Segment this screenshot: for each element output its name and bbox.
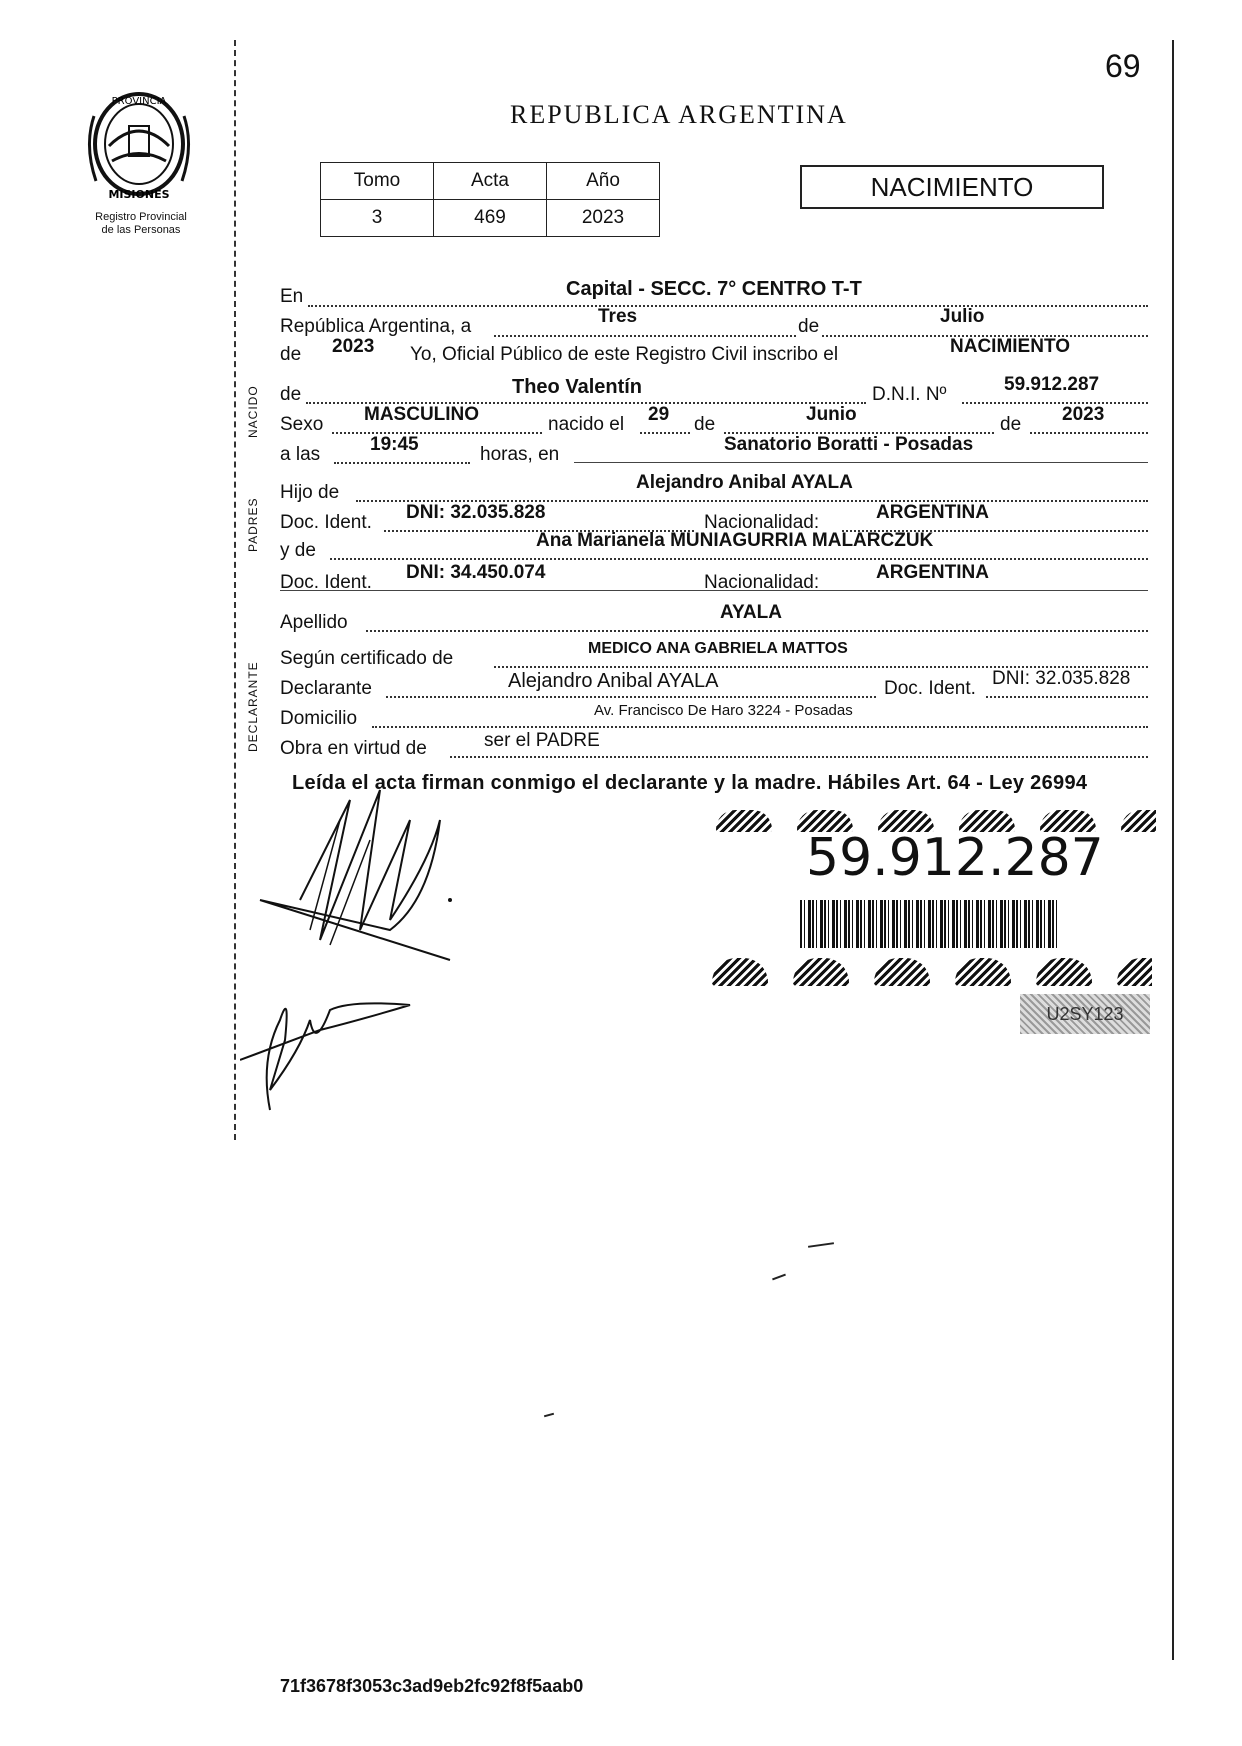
dotted-line xyxy=(450,756,1148,758)
id-stamp-code: U2SY123 xyxy=(1020,994,1150,1034)
dotted-line xyxy=(386,696,876,698)
svg-text:PROVINCIA: PROVINCIA xyxy=(111,96,167,107)
de2-label: de xyxy=(280,344,302,365)
dotted-line xyxy=(640,432,690,434)
dotted-line xyxy=(986,696,1148,698)
dni-label: D.N.I. Nº xyxy=(872,384,947,405)
id-stamp-number: 59.912.287 xyxy=(806,828,1104,888)
father-nationality-value: ARGENTINA xyxy=(876,502,989,523)
country-title: REPUBLICA ARGENTINA xyxy=(510,100,848,129)
nacionalidad2-label: Nacionalidad: xyxy=(704,572,820,593)
place-value: Capital - SECC. 7° CENTRO T-T xyxy=(566,278,862,300)
dotted-line xyxy=(366,630,1148,632)
left-margin-rule xyxy=(234,40,236,1140)
act-kind-value: NACIMIENTO xyxy=(950,336,1070,357)
capacity-value: ser el PADRE xyxy=(484,730,600,751)
document-hash: 71f3678f3053c3ad9eb2fc92f8f5aab0 xyxy=(280,1676,584,1696)
certificate-value: MEDICO ANA GABRIELA MATTOS xyxy=(588,640,848,657)
underline xyxy=(574,462,1148,463)
record-type-box: NACIMIENTO xyxy=(800,165,1104,209)
mother-name-value: Ana Marianela MUNIAGURRIA MALARCZUK xyxy=(536,530,934,551)
seal-emblem-icon xyxy=(84,86,194,206)
birth-day-value: 29 xyxy=(648,404,670,425)
mother-signature xyxy=(240,960,440,1120)
en-label: En xyxy=(280,286,304,307)
registry-table-header xyxy=(321,163,660,200)
birth-year-value: 2023 xyxy=(1062,404,1105,425)
svg-text:MISIONES: MISIONES xyxy=(108,188,170,201)
republica-label: República Argentina, a xyxy=(280,316,472,337)
rosette-band-bottom xyxy=(712,958,1152,988)
yo-oficial-label: Yo, Oficial Público de este Registro Civil inscribo el xyxy=(410,344,839,365)
father-name-value: Alejandro Anibal AYALA xyxy=(636,472,853,493)
de3-label: de xyxy=(280,384,302,405)
dotted-line xyxy=(330,558,1148,560)
sex-value: MASCULINO xyxy=(364,404,480,425)
nacionalidad-label: Nacionalidad: xyxy=(704,512,820,533)
mother-nationality-value: ARGENTINA xyxy=(876,562,989,583)
dotted-line xyxy=(1030,432,1148,434)
act-month-value: Julio xyxy=(940,306,985,327)
de-label: de xyxy=(798,316,820,337)
dotted-line xyxy=(334,462,470,464)
apellido-label: Apellido xyxy=(280,612,348,633)
page-number: 69 xyxy=(1105,48,1141,84)
section-label-nacido: NACIDO xyxy=(246,385,260,438)
section-label-declarante: DECLARANTE xyxy=(246,661,260,752)
dotted-line xyxy=(962,402,1148,404)
domicilio-label: Domicilio xyxy=(280,708,358,729)
registry-col-tomo: Tomo xyxy=(321,163,434,200)
right-margin-rule xyxy=(1172,40,1174,1660)
declarante-label: Declarante xyxy=(280,678,372,699)
mother-doc-value: DNI: 34.450.074 xyxy=(406,562,546,583)
dotted-line xyxy=(372,726,1148,728)
closing-statement: Leída el acta firman conmigo el declarante y la madre. Hábiles Art. 64 - Ley 26994 xyxy=(292,772,1088,794)
doc-ident-label: Doc. Ident. xyxy=(280,512,372,533)
declarant-doc-value: DNI: 32.035.828 xyxy=(992,668,1131,689)
act-year-value: 2023 xyxy=(332,336,375,357)
stray-mark xyxy=(808,1242,834,1248)
de5-label: de xyxy=(1000,414,1022,435)
id-barcode xyxy=(800,900,1060,948)
provincial-seal xyxy=(84,86,202,237)
child-dni-value: 59.912.287 xyxy=(1004,374,1100,395)
registry-table-row xyxy=(321,200,660,237)
registry-name-line2: de las Personas xyxy=(101,224,181,236)
registry-name-line1: Registro Provincial xyxy=(95,211,187,223)
address-value: Av. Francisco De Haro 3224 - Posadas xyxy=(594,702,853,719)
act-day-value: Tres xyxy=(598,306,638,327)
registry-col-anio: Año xyxy=(547,163,660,200)
sexo-label: Sexo xyxy=(280,414,324,435)
registry-col-acta: Acta xyxy=(434,163,547,200)
doc-ident3-label: Doc. Ident. xyxy=(884,678,976,699)
stray-mark xyxy=(544,1413,554,1418)
hijo-de-label: Hijo de xyxy=(280,482,340,503)
birth-place-value: Sanatorio Boratti - Posadas xyxy=(724,434,974,455)
nacido-el-label: nacido el xyxy=(548,414,625,435)
registry-tomo-value: 3 xyxy=(321,200,434,237)
section-label-padres: PADRES xyxy=(246,497,260,552)
y-de-label: y de xyxy=(280,540,316,561)
father-doc-value: DNI: 32.035.828 xyxy=(406,502,546,523)
segun-certificado-label: Según certificado de xyxy=(280,648,454,669)
dotted-line xyxy=(308,305,1148,307)
a-las-label: a las xyxy=(280,444,321,465)
stray-mark xyxy=(772,1274,786,1281)
registry-table xyxy=(320,162,660,237)
birth-time-value: 19:45 xyxy=(370,434,419,455)
doc-ident2-label: Doc. Ident. xyxy=(280,572,372,593)
child-name-value: Theo Valentín xyxy=(512,376,643,398)
obra-en-virtud-label: Obra en virtud de xyxy=(280,738,427,759)
dotted-line xyxy=(332,432,542,434)
declarant-value: Alejandro Anibal AYALA xyxy=(508,670,719,692)
de4-label: de xyxy=(694,414,716,435)
registry-acta-value: 469 xyxy=(434,200,547,237)
declarant-signature xyxy=(240,780,480,980)
surname-value: AYALA xyxy=(720,602,782,623)
birth-month-value: Junio xyxy=(806,404,857,425)
registry-anio-value: 2023 xyxy=(547,200,660,237)
horas-en-label: horas, en xyxy=(480,444,560,465)
